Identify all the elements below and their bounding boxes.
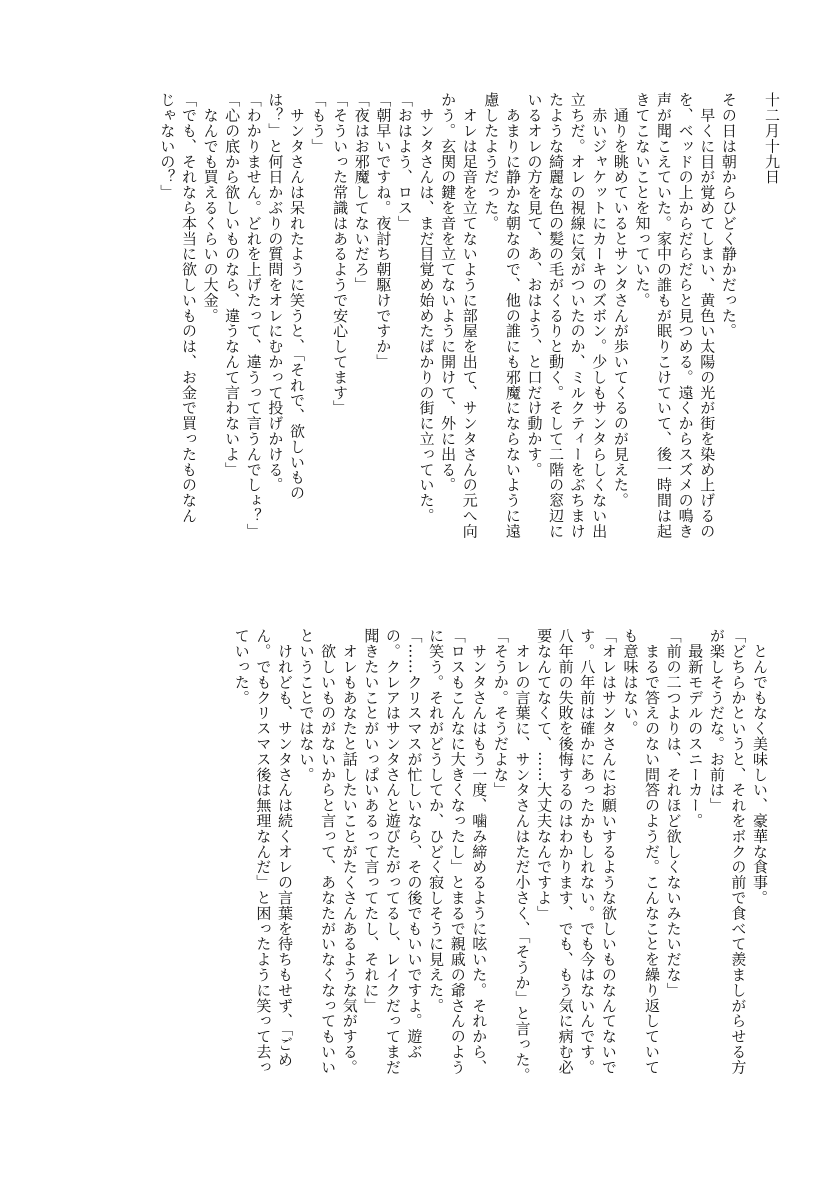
text-line: サンタさんは呆れたように笑うと、「それで、欲しいもの [287,92,306,501]
text-line: その日は朝からひどく静かだった。 [719,92,738,339]
text-line: 声が聞こえていた。家中の誰もが眠りこけていて、後一時間は起 [655,92,674,539]
text-line: 「もう」 [309,92,328,154]
text-line [739,92,761,562]
text-line: の。クレアはサンタさんと遊びたがってるし、レイクだってまだ [383,628,402,1075]
text-line: 欲しいものがないからと言って、あなたがいなくなってもいい [319,628,338,1075]
text-line: 「心の底から欲しいものなら、違うなんて言わないよ」 [223,92,242,477]
text-line: オレもあなたと話したいことがたくさんあるような気がする。 [340,628,359,1075]
text-line: サンタさんはもう一度、噛み締めるように呟いた。それから、 [470,628,489,1075]
text-line: オレの言葉に、サンタさんはただ小さく、「そうか」と言った。 [513,628,532,1083]
text-line: 要なんてなくて、……大丈夫なんですよ」 [535,628,554,921]
text-line: 「……クリスマスが忙しいなら、その後でもいいですよ。遊ぶ [405,628,424,1060]
text-line: 「おはよう、ロス」 [395,92,414,231]
text-line: 「でも、それなら本当に欲しいものは、お金で買ったものなん [179,92,198,524]
text-line: ということではない。 [297,628,316,782]
text-line: 「夜はお邪魔してないだろ」 [352,92,371,293]
text-line: 聞きたいことがいっぱいあるって言ってたし、それに」 [362,628,381,1013]
text-line: は？」と何日かぶりの質問をオレにむかって投げかける。 [266,92,285,493]
text-line: が楽しそうだな。お前は」 [707,628,726,813]
text-line: けれども、サンタさんは続くオレの言葉を待ちもせず、「ごめ [275,628,294,1068]
text-line: まるで答えのない問答のようだ。こんなことを繰り返していて [643,628,662,1075]
text-line: あまりに静かな朝なので、他の誰にも邪魔にならないように遠 [503,92,522,539]
text-line: も意味はない。 [621,628,640,736]
text-line: 「前の二つよりは、それほど欲しくないみたいだな」 [664,628,683,998]
text-line: 「そうか。そうだよな」 [491,628,510,798]
text-line: オレは足音を立てないように部屋を出て、サンタさんの元へ向 [460,92,479,539]
text-line: を、ベッドの上からだらだらと見つめる。遠くからスズメの鳴き [676,92,695,539]
text-line: 「どちらかというと、それをボクの前で食べて羨ましがらせる方 [729,628,748,1075]
text-line: とんでもなく美味しい、豪華な食事。 [751,628,769,906]
text-line: 最新モデルのスニーカー。 [686,628,705,829]
text-line: 八年前の失敗を後悔するのはわかります、でも、もう気に病む必 [556,628,575,1075]
text-line: じゃないの？」 [158,92,177,200]
upper-text-block [92,92,782,562]
text-line: に笑う。それがどうしてか、ひどく寂しそうに見えた。 [427,628,446,1013]
text-line: なんでも買えるくらいの大金。 [201,92,220,323]
text-line: 早くに目が覚めてしまい、黄色い太陽の光が街を染め上げるの [698,92,717,539]
text-line: 「わかりません。どれを上げたって、違うって言うんでしょ？」 [244,92,263,539]
text-line: 「そういった常識はあるようで安心してます」 [331,92,350,416]
text-line: かう。玄関の鍵を音を立てないように開けて、外に出る。 [439,92,458,493]
text-line: 赤いジャケットにカーキのズボン。少しもサンタらしくない出 [590,92,609,539]
text-line: 「ロスもこんなに大きくなったし」とまるで親戚の爺さんのよう [448,628,467,1075]
text-line: きてこないことを知っていた。 [633,92,652,308]
lower-text-block [170,628,770,1098]
text-line: ん。でもクリスマス後は無理なんだ」と困ったように笑って去っ [254,628,273,1075]
text-line: いるオレの方を見て、あ、おはよう、と口だけ動かす。 [525,92,544,477]
text-line: 通りを眺めているとサンタさんが歩いてくるのが見えた。 [611,92,630,508]
text-line: サンタさんは、まだ目覚め始めたばかりの街に立っていた。 [417,92,436,524]
text-line: 慮したようだった。 [482,92,501,231]
text-line: 「朝早いですね。夜討ち朝駆けですか」 [374,92,393,370]
text-line: 立ちだ。オレの視線に気がついたのか、ミルクティーをぶちまけ [568,92,587,539]
text-line: ていった。 [232,628,251,705]
text-line: 十二月十九日 [763,92,781,185]
text-line: たような綺麗な色の髪の毛がくるりと動く。そして二階の窓辺に [547,92,566,539]
text-line: 「オレはサンタさんにお願いするような欲しいものなんてないで [599,628,618,1075]
text-line: す。八年前は確かにあったかもしれない。でも今はないんです。 [578,628,597,1075]
